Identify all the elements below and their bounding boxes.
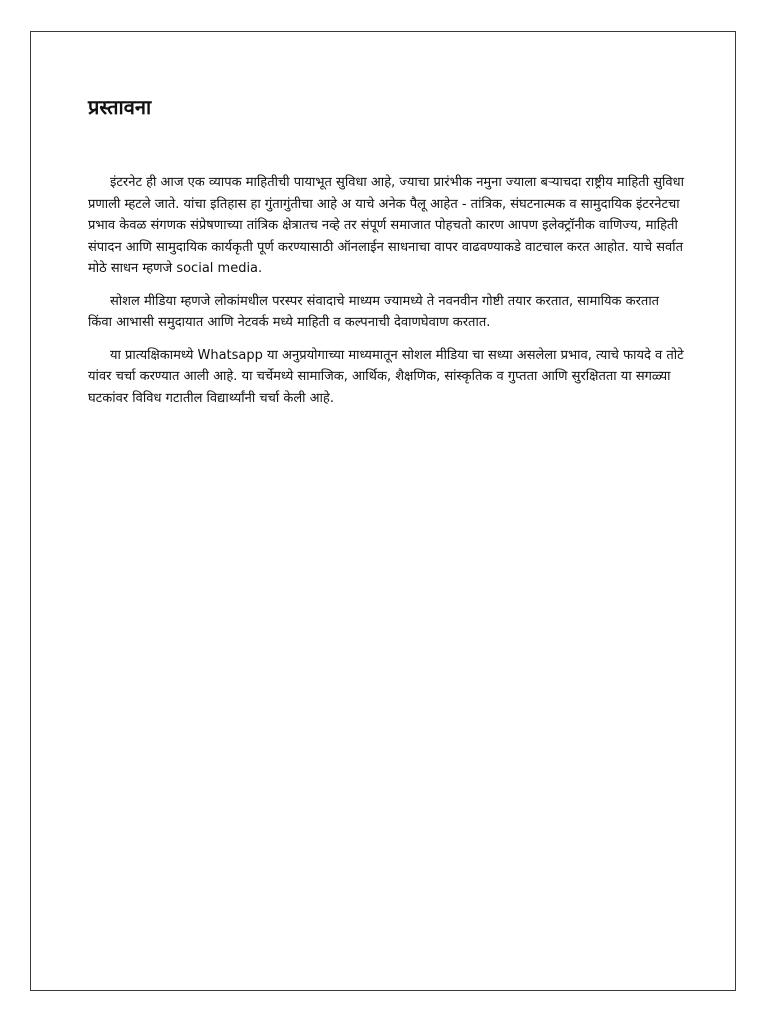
- page-frame: [30, 31, 736, 991]
- document-body: [88, 92, 684, 420]
- paragraph-3: या प्रात्यक्षिकामध्ये Whatsapp या अनुप्रयोगाच्या माध्यमातून सोशल मीडिया चा सध्या असलेला प्रभाव, त्याचे फायदे व तोटे यांवर चर्चा करण्यात आली आहे. या चर्चेमध्ये सामाजिक, आर्थिक, शैक्षणिक, सांस्कृतिक व गुप्तता आणि सुरक्षितता या सगळ्या घटकांवर विविध गटातील विद्यार्थ्यांनी चर्चा केली आहे.: [88, 347, 684, 406]
- paragraph-2: सोशल मीडिया म्हणजे लोकांमधील परस्पर संवादाचे माध्यम ज्यामध्ये ते नवनवीन गोष्टी तयार करतात, सामायिक करतात किंवा आभासी समुदायात आणि नेटवर्क मध्ये माहिती व कल्पनाची देवाणघेवाण करतात.: [88, 293, 660, 330]
- paragraph-1: इंटरनेट ही आज एक व्यापक माहितीची पायाभूत सुविधा आहे, ज्याचा प्रारंभीक नमुना ज्याला बऱ्याचदा राष्ट्रीय माहिती सुविधा प्रणाली म्हटले जाते. यांचा इतिहास हा गुंतागुंतीचा आहे अ याचे अनेक पैलू आहेत - तांत्रिक, संघटनात्मक व सामुदायिक इंटरनेटचा प्रभाव केवळ संगणक संप्रेषणाच्या तांत्रिक क्षेत्रातच नव्हे तर संपूर्ण समाजात पोहचतो कारण आपण इलेक्ट्रॉनीक वाणिज्य, माहिती संपादन आणि सामुदायिक कार्यकृती पूर्ण करण्यासाठी ऑनलाईन साधनाचा वापर वाढवण्याकडे वाटचाल करत आहोत. याचे सर्वात मोठे साधन म्हणजे social media.: [88, 175, 684, 276]
- document-heading: प्रस्तावना: [88, 95, 152, 119]
